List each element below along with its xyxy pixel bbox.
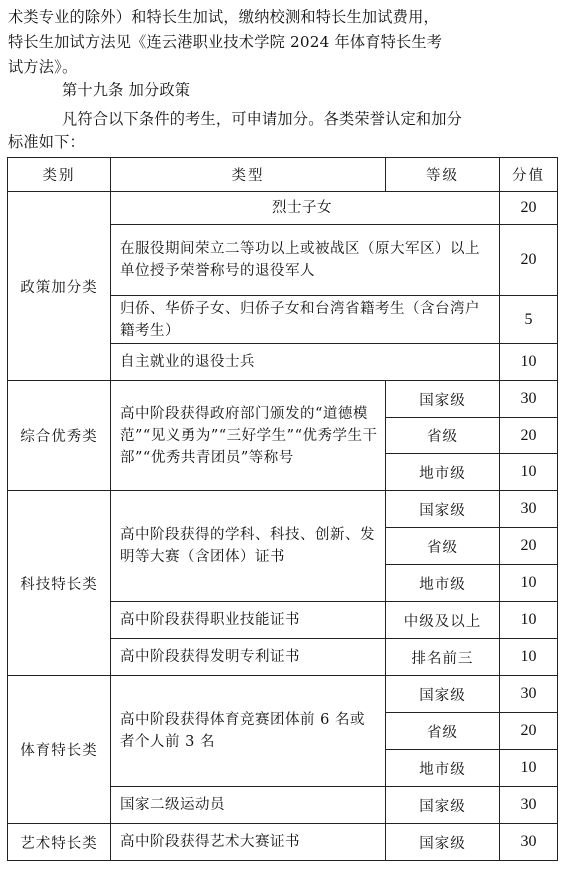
table-header-row [8, 158, 558, 192]
score-cell: 10 [500, 602, 558, 639]
type-cell: 高中阶段获得艺术大赛证书 [111, 824, 386, 861]
score-cell: 10 [500, 750, 558, 787]
score-cell: 30 [500, 491, 558, 528]
score-cell: 30 [500, 787, 558, 824]
type-cell: 归侨、华侨子女、归侨子女和台湾省籍考生（含台湾户籍考生） [111, 296, 500, 344]
score-cell: 10 [500, 565, 558, 602]
score-cell: 30 [500, 676, 558, 713]
grade-cell: 国家级 [386, 787, 500, 824]
category-sports: 体育特长类 [8, 676, 111, 824]
category-tech: 科技特长类 [8, 491, 111, 676]
header-grade: 等级 [386, 158, 500, 192]
grade-cell: 地市级 [386, 454, 500, 491]
grade-cell: 国家级 [386, 824, 500, 861]
type-cell: 高中阶段获得体育竞赛团体前 6 名或者个人前 3 名 [111, 676, 386, 787]
grade-cell: 国家级 [386, 676, 500, 713]
grade-cell: 地市级 [386, 565, 500, 602]
type-cell: 高中阶段获得发明专利证书 [111, 639, 386, 676]
table-row [8, 192, 558, 225]
type-cell: 国家二级运动员 [111, 787, 386, 824]
grade-cell: 省级 [386, 418, 500, 454]
score-cell: 30 [500, 824, 558, 861]
paragraph-line: 术类专业的除外）和特长生加试，缴纳校测和特长生加试费用， [8, 8, 439, 26]
score-cell: 30 [500, 381, 558, 418]
table-row [8, 381, 558, 418]
intro-text: 凡符合以下条件的考生，可申请加分。各类荣誉认定和加分 [62, 110, 463, 128]
type-cell: 高中阶段获得职业技能证书 [111, 602, 386, 639]
grade-cell: 国家级 [386, 491, 500, 528]
score-cell: 5 [500, 296, 558, 344]
score-cell: 10 [500, 454, 558, 491]
header-score: 分值 [500, 158, 558, 192]
score-cell: 20 [500, 418, 558, 454]
score-cell: 20 [500, 713, 558, 750]
intro-text: 标准如下： [8, 133, 85, 151]
table-row [8, 491, 558, 528]
category-comprehensive: 综合优秀类 [8, 381, 111, 491]
type-cell: 在服役期间荣立二等功以上或被战区（原大军区）以上单位授予荣誉称号的退役军人 [111, 225, 500, 296]
score-cell: 10 [500, 639, 558, 676]
type-cell: 高中阶段获得政府部门颁发的“道德模范”“见义勇为”“三好学生”“优秀学生干部”“优秀共青团员”等称号 [111, 381, 386, 491]
header-category: 类别 [8, 158, 111, 192]
grade-cell: 中级及以上 [386, 602, 500, 639]
bonus-points-table [7, 157, 558, 861]
grade-cell: 省级 [386, 713, 500, 750]
table-row [8, 676, 558, 713]
paragraph-line: 特长生加试方法见《连云港职业技术学院 2024 年体育特长生考 [8, 33, 443, 51]
paragraph-line: 试方法》。 [8, 58, 78, 76]
score-cell: 20 [500, 225, 558, 296]
grade-cell: 省级 [386, 528, 500, 565]
table-row [8, 824, 558, 861]
category-policy: 政策加分类 [8, 192, 111, 381]
grade-cell: 地市级 [386, 750, 500, 787]
score-cell: 20 [500, 528, 558, 565]
article-heading: 第十九条 加分政策 [62, 81, 191, 99]
type-cell: 自主就业的退役士兵 [111, 344, 500, 381]
type-cell: 高中阶段获得的学科、科技、创新、发明等大赛（含团体）证书 [111, 491, 386, 602]
score-cell: 20 [500, 192, 558, 225]
score-cell: 10 [500, 344, 558, 381]
category-art: 艺术特长类 [8, 824, 111, 861]
grade-cell: 排名前三 [386, 639, 500, 676]
grade-cell: 国家级 [386, 381, 500, 418]
header-type: 类型 [111, 158, 386, 192]
type-cell: 烈士子女 [111, 192, 500, 225]
